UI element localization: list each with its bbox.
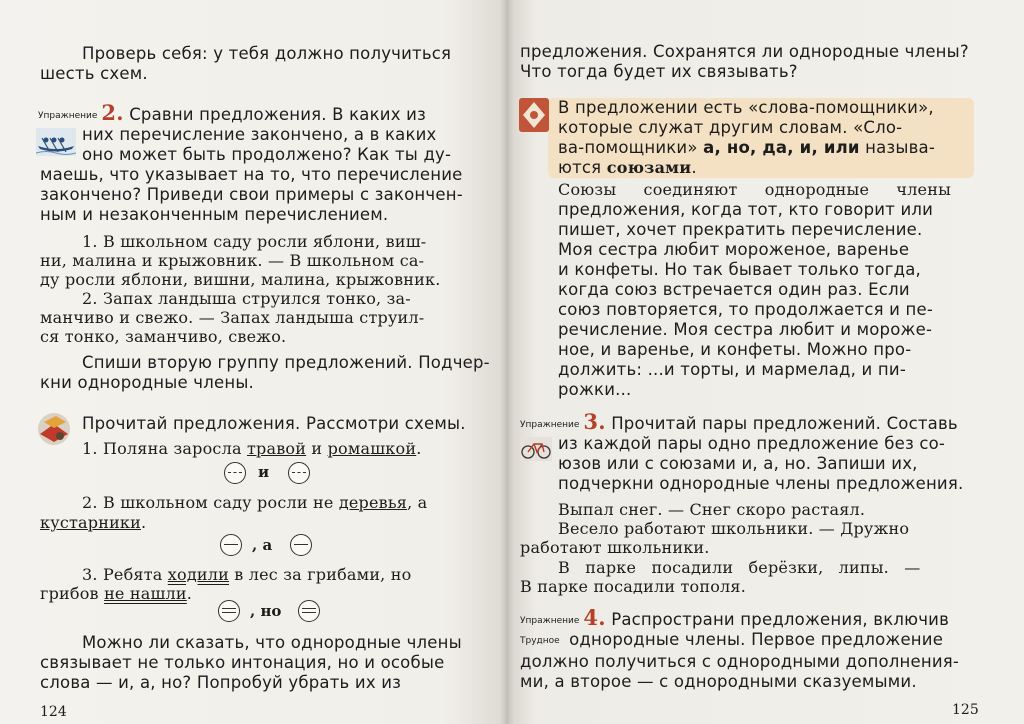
exercise-2-label: Упражнение [38,111,98,121]
pair-1: Выпал снег. — Снег скоро растаял. [558,500,866,519]
example-3-start: 3. Ребята [82,565,168,584]
example-3-line-2 [40,584,192,604]
body-line-1: Союзы соединяют однородные члены [558,180,952,199]
rule-line-4 [558,158,697,178]
rule-icon [519,98,549,132]
example-1-word-1: травой [246,439,307,458]
example-2-end: , а [407,493,428,512]
example-2-word-1: деревья [338,493,408,512]
rowing-boat-icon [36,128,76,156]
task-line-2: кни однородные члены. [40,373,255,392]
scheme-2-circle-b [290,534,312,556]
body-line-6: когда союз встречается один раз. Если [558,280,910,299]
body-line-8: речисление. Моя сестра любит и мороже- [558,320,933,339]
scheme-2-circle-a [220,534,242,556]
rule-conjunctions: а, но, да, и, или [703,138,860,157]
rule-line-4-end: . [691,158,697,177]
body-line-5: и конфеты. Но так бывает только тогда, [558,260,921,279]
intro-line-1: Проверь себя: у тебя должно получиться [82,44,452,63]
sentence-1-line-2: ни, малина и крыжовник. — В школьном са- [40,251,425,270]
question-line-3: слова — и, а, но? Попробуй убрать их из [40,673,402,692]
exercise-2-line-3: оно может быть продолжено? Как ты ду- [82,145,452,164]
exercise-2-line-1: Сравни предложения. В каких из [129,105,427,124]
exercise-3-line-4: подчеркни однородные члены предложения. [558,474,964,493]
exercise-2-line-2: них перечисление закончено, а в каких [82,125,437,144]
rule-line-3-end: называ- [859,138,936,157]
body-line-7: союз повторяется, то продолжается и пе- [558,300,934,319]
scheme-3-circle-a [218,600,240,622]
rule-line-3-start: ва-помощники» [558,138,704,157]
sentence-2-line-1: 2. Запах ландыша струился тонко, за- [82,289,411,308]
body-line-4: Моя сестра любит мороженое, варенье [558,240,910,259]
scheme-3-circle-b [298,600,320,622]
example-3-line-2-start: грибов [40,584,105,603]
task-line-1: Спиши вторую группу предложений. Подчер- [82,353,490,372]
scheme-3-conjunction: , но [250,602,282,620]
exercise-2-line-5: закончено? Приведи свои примеры с закончен- [40,185,463,204]
example-1-word-2: ромашкой [327,439,417,458]
rule-line-2: которые служат другим словам. «Сло- [558,118,903,137]
example-2 [82,493,427,513]
exercise-3-number: 3. [583,409,606,434]
example-3-line-2-end: . [186,584,193,603]
bicycle-icon [520,437,552,461]
body-line-3: пишет, хочет прекратить перечисление. [558,220,923,239]
example-1-start: 1. Поляна заросла [82,439,247,458]
sentence-1-line-3: ду росли яблони, вишни, малина, крыжовник. [40,270,441,289]
exercise-3-line-2: из каждой пары одно предложение без со- [558,434,946,453]
sentence-2-line-3: ся тонко, заманчиво, свежо. [40,327,287,346]
page-number-right: 125 [952,702,979,718]
example-1-end: . [416,439,422,458]
example-2-start: 2. В школьном саду росли не [82,493,339,512]
example-1-mid: и [306,439,328,458]
pair-3-line-1: В парке посадили берёзки, липы. — [558,558,921,577]
exercise-3-label: Упражнение [520,420,580,430]
exercise-2-heading [38,100,427,126]
body-line-9: ное, и варенье, и конфеты. Можно про- [558,340,912,359]
exercise-4-number: 4. [583,605,606,630]
example-3-mid: в лес за грибами, но [229,565,412,584]
exercise-4-line-4: ми, а второе — с однородными сказуемыми. [520,672,917,691]
body-line-10: должить: ...и торты, и мармелад, и пи- [558,360,906,379]
exercise-4-line-2-text: однородные члены. Первое предложение [569,630,944,649]
rule-line-3 [558,138,935,158]
pair-2-line-2: работают школьники. [520,538,710,557]
read-heading: Прочитай предложения. Рассмотри схемы. [82,414,466,433]
question-line-1: Можно ли сказать, что однородные члены [82,633,462,652]
example-2-line-2-end: . [141,513,147,532]
exercise-2-line-6: ным и незаконченным перечислением. [40,205,389,224]
example-2-line-2 [40,513,146,533]
exercise-4-heading [520,605,950,631]
exercise-4-line-2 [520,630,943,651]
scheme-1-circle-b [288,462,310,484]
example-3-word-1: ходили [167,565,229,584]
exercise-2-number: 2. [101,100,124,125]
question-line-2: связывает не только интонация, но и особые [40,653,445,672]
exercise-4-difficulty: Трудное [520,636,560,646]
scheme-2-conjunction: , а [252,536,273,554]
exercise-3-line-1: Прочитай пары предложений. Составь [611,414,958,433]
exercise-2-line-4: маешь, что указывает на то, что перечисление [40,165,463,184]
sentence-2-line-2: манчиво и свежо. — Запах ландыша струил- [40,308,425,327]
body-line-11: рожки... [558,380,632,399]
rule-term: союзами [606,158,692,177]
rule-line-4-start: ются [558,158,607,177]
exercise-4-line-3: должно получиться с однородными дополнения- [520,652,960,671]
scheme-1-conjunction: и [258,463,270,481]
exercise-3-heading [520,409,958,435]
exercise-4-label: Упражнение [520,616,580,626]
book-gutter [500,0,514,724]
pair-2-line-1: Весело работают школьники. — Дружно [558,519,910,538]
sentence-1-line-1: 1. В школьном саду росли яблони, виш- [82,232,427,251]
intro-line-2: шесть схем. [40,64,148,83]
exercise-3-line-3: юзов или с союзами и, а, но. Запиши их, [558,454,918,473]
reading-book-icon [36,412,72,446]
example-3 [82,565,411,585]
example-1 [82,439,422,459]
scheme-1-circle-a [224,462,246,484]
rule-line-1: В предложении есть «слова-помощники», [558,98,934,117]
continuation-line-2: Что тогда будет их связывать? [520,62,798,81]
continuation-line-1: предложения. Сохранятся ли однородные члены? [520,42,969,61]
exercise-4-line-1: Распространи предложения, включив [611,610,950,629]
example-2-word-2: кустарники [40,513,141,532]
page-number-left: 124 [40,704,67,720]
pair-3-line-2: В парке посадили тополя. [520,577,746,596]
example-3-word-2: не нашли [104,584,187,603]
body-line-2: предложения, когда тот, кто говорит или [558,200,934,219]
